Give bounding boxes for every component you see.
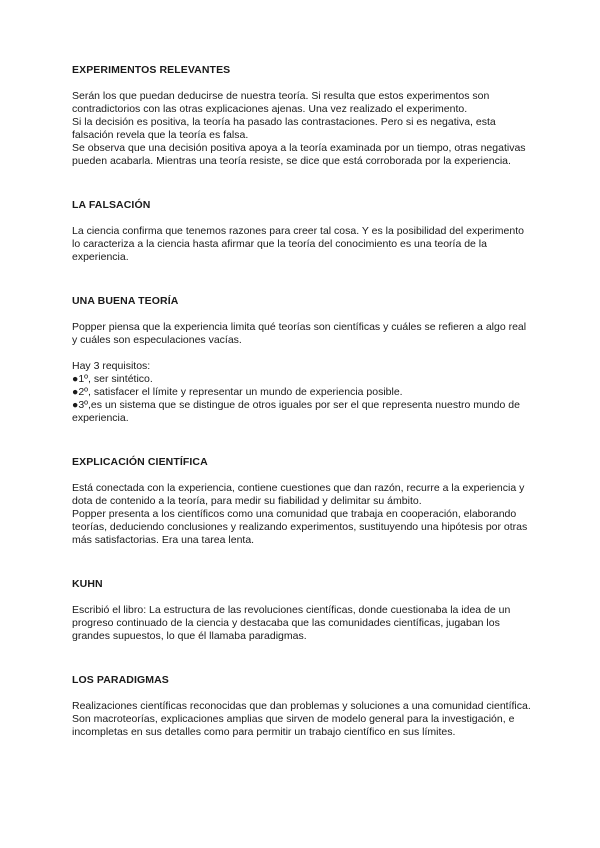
section-explicacion-cientifica (72, 456, 532, 547)
paragraph: Está conectada con la experiencia, contiene cuestiones que dan razón, recurre a la experiencia y dota de contenido a la teoría, para medir su fiabilidad y delimitar su ámbito. (72, 482, 525, 507)
paragraph: Escribió el libro: La estructura de las revoluciones científicas, donde cuestionaba la idea de un progreso continuado de la ciencia y destacaba que las comunidades científicas, jugaban los grandes supuestos, lo que él llamaba paradigmas. (72, 604, 511, 642)
section-heading: LA FALSACIÓN (72, 199, 151, 211)
document-page (72, 64, 532, 739)
section-heading: UNA BUENA TEORÍA (72, 295, 179, 307)
list-item: ●3º,es un sistema que se distingue de otros iguales por ser el que representa nuestro mundo de experiencia. (72, 399, 520, 424)
list-item: ●1º, ser sintético. (72, 373, 153, 385)
paragraph: Serán los que puedan deducirse de nuestra teoría. Si resulta que estos experimentos son contradictorios con las otras explicaciones ajenas. Una vez realizado el experimento. (72, 90, 490, 115)
paragraph: Se observa que una decisión positiva apoya a la teoría examinada por un tiempo, otras negativas pueden acabarla. Mientras una teoría resiste, se dice que está corroborada por la experiencia. (72, 142, 526, 167)
paragraph: Popper piensa que la experiencia limita qué teorías son científicas y cuáles se refieren a algo real y cuáles son especulaciones vacías. (72, 321, 527, 346)
section-heading: EXPLICACIÓN CIENTÍFICA (72, 456, 208, 468)
paragraph: Hay 3 requisitos: (72, 360, 151, 372)
paragraph: Si la decisión es positiva, la teoría ha pasado las contrastaciones. Pero si es negativa, esta falsación revela que la teoría es falsa. (72, 116, 496, 141)
section-heading: KUHN (72, 578, 103, 590)
section-los-paradigmas (72, 674, 532, 739)
paragraph: La ciencia confirma que tenemos razones para creer tal cosa. Y es la posibilidad del experimento lo caracteriza a la ciencia hasta afirmar que la teoría del conocimiento es una teoría de la experiencia. (72, 225, 524, 263)
paragraph: Son macroteorías, explicaciones amplias que sirven de modelo general para la investigación, e incompletas en sus detalles como para permitir un trabajo científico en sus límites. (72, 713, 515, 738)
section-la-falsacion (72, 199, 532, 264)
section-heading: EXPERIMENTOS RELEVANTES (72, 64, 231, 76)
list-item: ●2º, satisfacer el límite y representar un mundo de experiencia posible. (72, 386, 403, 398)
section-experimentos-relevantes (72, 64, 532, 168)
paragraph: Realizaciones científicas reconocidas que dan problemas y soluciones a una comunidad científica. (72, 700, 531, 712)
paragraph: Popper presenta a los científicos como una comunidad que trabaja en cooperación, elaborando teorías, deduciendo conclusiones y realizando experimentos, sustituyendo una hipótesis por otras más satisfactorias. Era una tarea lenta. (72, 508, 528, 546)
section-heading: LOS PARADIGMAS (72, 674, 169, 686)
section-una-buena-teoria (72, 295, 532, 425)
section-kuhn (72, 578, 532, 643)
